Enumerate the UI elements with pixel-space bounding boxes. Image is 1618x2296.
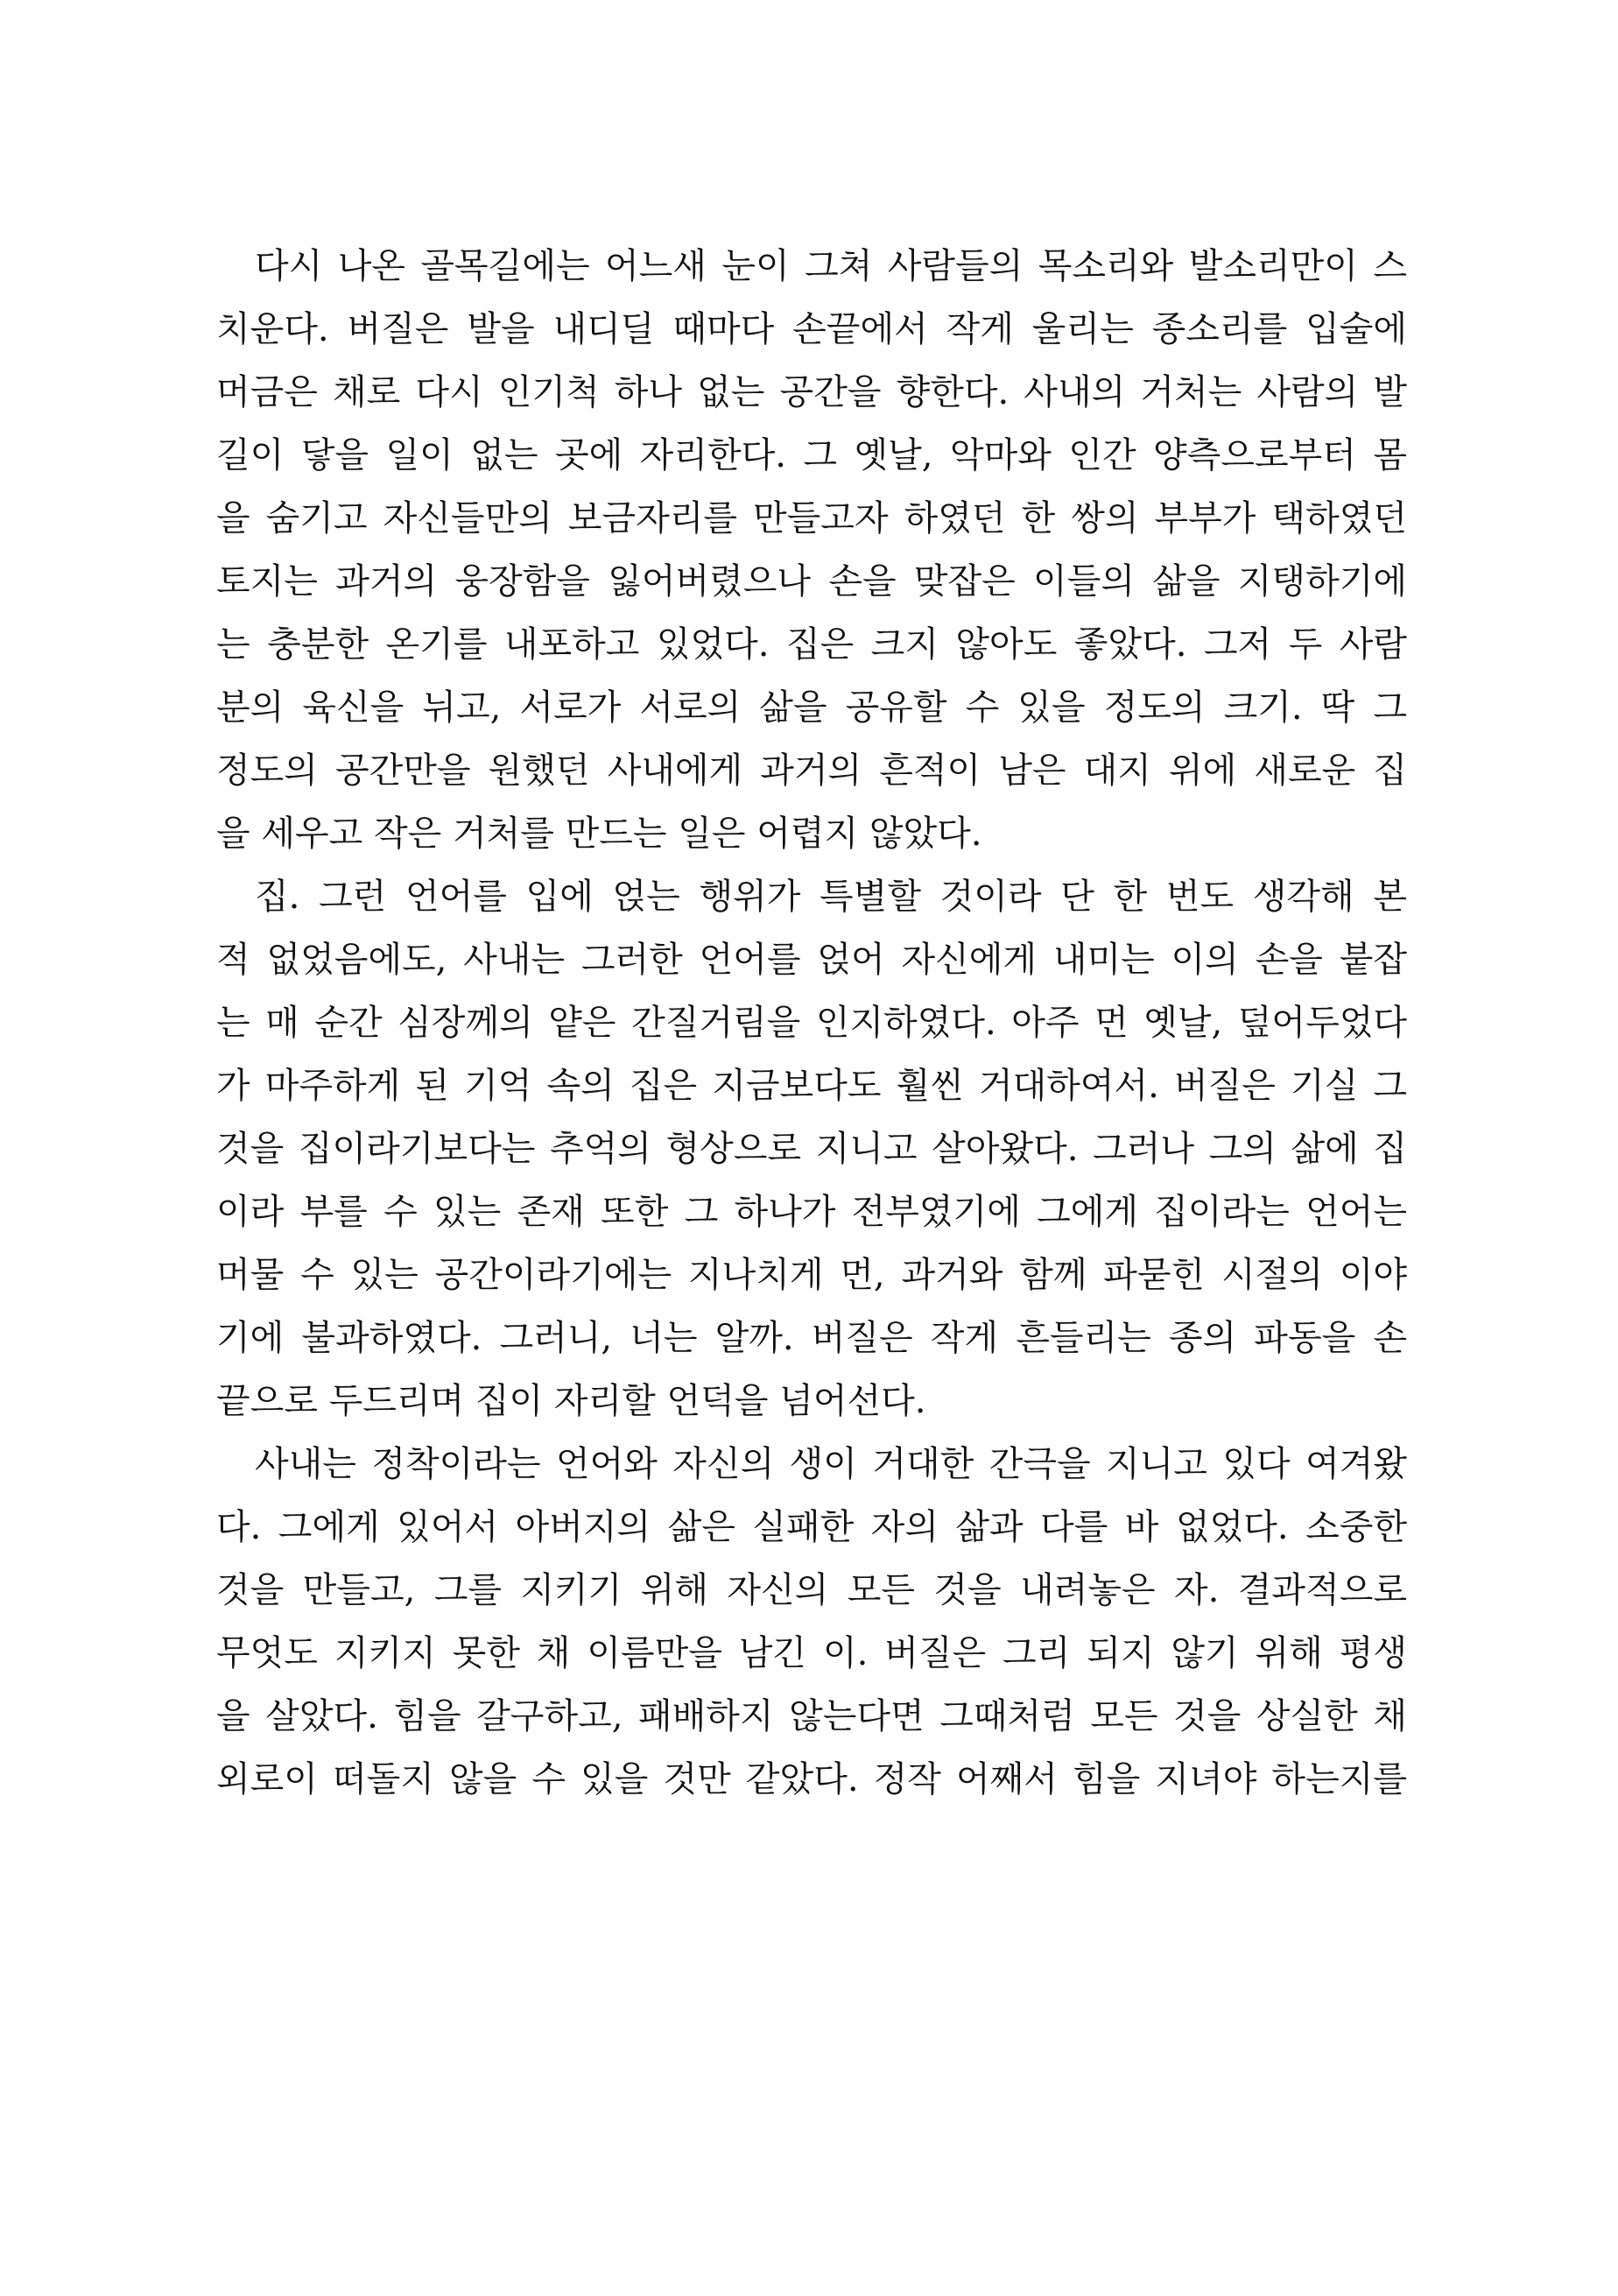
text-line: 을 세우고 작은 거처를 만드는 일은 어렵지 않았다.: [216, 813, 982, 854]
text-line: 것을 집이라기보다는 추억의 형상으로 지니고 살아왔다. 그러나 그의 삶에 집: [216, 1129, 1407, 1169]
text-line: 외로이 떠돌지 않을 수 있을 것만 같았다. 정작 어째서 힘을 지녀야 하는지를: [216, 1759, 1407, 1799]
text-line: 것을 만들고, 그를 지키기 위해 자신의 모든 것을 내려놓은 자. 결과적으로: [216, 1570, 1407, 1610]
text-line: 적 없었음에도, 사내는 그러한 언어를 얹어 자신에게 내미는 이의 손을 붙잡: [216, 940, 1407, 980]
text-line: 머물 수 있는 공간이라기에는 지나치게 먼, 과거와 함께 파묻힌 시절의 이야: [216, 1255, 1407, 1295]
text-line: 집. 그런 언어를 입에 얹는 행위가 특별할 것이라 단 한 번도 생각해 본: [255, 877, 1407, 917]
text-line: 사내는 정착이라는 언어와 자신의 생이 거대한 간극을 지니고 있다 여겨왔: [255, 1444, 1407, 1484]
text-line: 정도의 공간만을 원했던 사내에게 과거의 흔적이 남은 대지 위에 새로운 집: [216, 750, 1407, 791]
text-line: 는 충분한 온기를 내포하고 있었다. 집은 크지 않아도 좋았다. 그저 두 사람: [216, 624, 1407, 665]
body-text: [216, 235, 1407, 1811]
text-line: 다시 나온 골목길에는 어느새 눈이 그쳐 사람들의 목소리와 발소리만이 스: [255, 246, 1407, 286]
text-line: 기에 불과하였다. 그러니, 너는 알까. 버질은 작게 흔들리는 종의 파동을 손: [216, 1318, 1407, 1358]
text-line: 는 매 순간 심장께의 얕은 간질거림을 인지하였다. 아주 먼 옛날, 덮어두었다: [216, 1003, 1407, 1043]
text-line: 무엇도 지키지 못한 채 이름만을 남긴 이. 버질은 그리 되지 않기 위해 평생: [216, 1633, 1407, 1673]
text-line: 머금은 채로 다시 인기척 하나 없는 공간을 향한다. 사내의 거처는 사람의 발: [216, 372, 1407, 412]
text-line: 가 마주하게 된 기억 속의 집은 지금보다도 훨씬 거대하여서. 버질은 기실 그: [216, 1066, 1407, 1106]
text-line: 을 숨기고 자신들만의 보금자리를 만들고자 하였던 한 쌍의 부부가 택하였던: [216, 498, 1407, 539]
text-line: 을 살았다. 힘을 갈구하고, 패배하지 않는다면 그때처럼 모든 것을 상실한 채: [216, 1696, 1407, 1736]
text-line: 다. 그에게 있어서 아버지의 삶은 실패한 자의 삶과 다를 바 없었다. 소중한: [216, 1507, 1407, 1547]
text-line: 토지는 과거의 웅장함을 잃어버렸으나 손을 맞잡은 이들의 삶을 지탱하기에: [216, 561, 1407, 602]
text-line: 이라 부를 수 있는 존재 또한 그 하나가 전부였기에 그에게 집이라는 언어는: [216, 1192, 1407, 1232]
text-line: 길이 닿을 일이 없는 곳에 자리한다. 그 옛날, 악마와 인간 양측으로부터 몸: [216, 435, 1407, 475]
text-line: 분의 육신을 뉘고, 서로가 서로의 삶을 공유할 수 있을 정도의 크기. 딱 그: [216, 687, 1407, 728]
text-line: 치운다. 버질은 발을 내디딜 때마다 손끝에서 작게 울리는 종소리를 입술에: [216, 309, 1407, 349]
text-line: 끝으로 두드리며 집이 자리할 언덕을 넘어선다.: [216, 1381, 926, 1421]
